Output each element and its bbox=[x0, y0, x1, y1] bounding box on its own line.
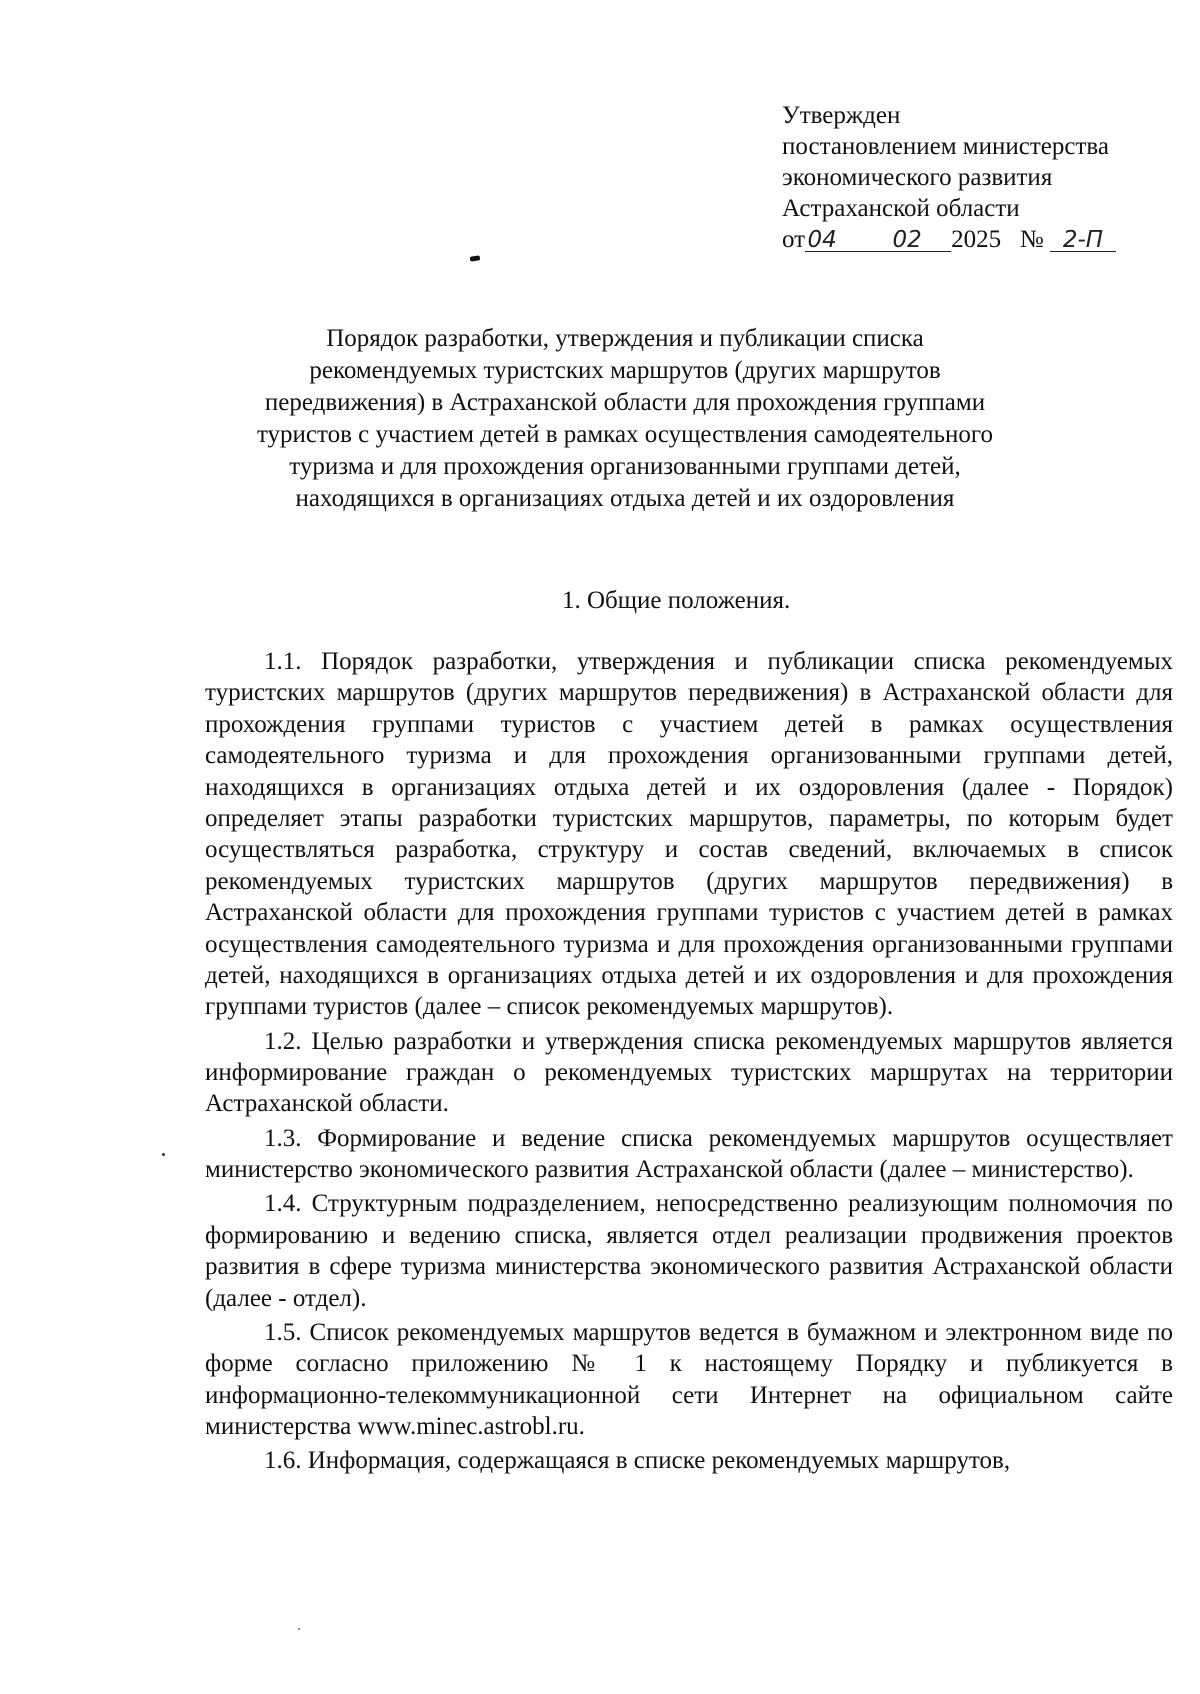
scan-dot-bottom bbox=[298, 1628, 300, 1630]
document-title bbox=[220, 323, 1030, 515]
scan-speck bbox=[470, 255, 481, 261]
paragraph-1-5: 1.5. Список рекомендуемых маршрутов ведется в бумажном и электронном виде по форме согласно приложению № 1 к настоящему Порядку и публикуется в информационно-телекоммуникационной сети Интернет на официальном сайте министерства www.minec.astrobl.ru. bbox=[205, 1318, 1173, 1440]
handwritten-day: 04 bbox=[805, 229, 839, 252]
approval-line-3: экономического развития bbox=[782, 164, 1053, 191]
paragraph-1-6: 1.6. Информация, содержащаяся в списке рекомендуемых маршрутов, bbox=[264, 1447, 1011, 1475]
approval-date-line bbox=[782, 224, 1162, 255]
title-line-6: находящихся в организациях отдыха детей и их оздоровления bbox=[295, 485, 955, 512]
number-sign: № bbox=[1019, 226, 1044, 253]
approval-stamp-block bbox=[782, 100, 1162, 255]
title-line-4: туристов с участием детей в рамках осуществления самодеятельного bbox=[256, 421, 994, 448]
paragraph-1-3: 1.3. Формирование и ведение списка рекомендуемых маршрутов осуществляет министерство экономического развития Астраханской области (далее – министерство). bbox=[205, 1124, 1173, 1184]
handwritten-month: 02 bbox=[863, 229, 951, 252]
date-year: 2025 bbox=[951, 226, 1002, 253]
scan-dot-left bbox=[162, 1153, 165, 1156]
paragraph-1-1: 1.1. Порядок разработки, утверждения и публикации списка рекомендуемых туристских маршрутов (других маршрутов передвижения) в Астраханской области для прохождения группами туристов с участием детей в рамках осуществления самодеятельного туризма и для прохождения организованными группами детей, находящихся в организациях отдыха детей и их оздоровления (далее - Порядок) определяет этапы разработки туристских маршрутов, параметры, по которым будет осуществляться разработка, структуру и состав сведений, включаемых в список рекомендуемых туристских маршрутов (других маршрутов передвижения) в Астраханской области для прохождения группами туристов с участием детей в рамках осуществления самодеятельного туризма и для прохождения организованными группами детей, находящихся в организациях отдыха детей и их оздоровления и для прохождения группами туристов (далее – список рекомендуемых маршрутов). bbox=[205, 648, 1173, 1021]
approval-line-1: Утвержден bbox=[782, 102, 901, 129]
date-underline-gap bbox=[839, 229, 863, 252]
paragraph-1-2: 1.2. Целью разработки и утверждения списка рекомендуемых маршрутов является информирование граждан о рекомендуемых туристских маршрутах на территории Астраханской области. bbox=[205, 1027, 1173, 1118]
approval-line-4: Астраханской области bbox=[782, 195, 1020, 222]
title-line-5: туризма и для прохождения организованными группами детей, bbox=[289, 453, 961, 480]
title-line-1: Порядок разработки, утверждения и публикации списка bbox=[326, 325, 924, 352]
approval-line-2: постановлением министерства bbox=[782, 133, 1109, 160]
handwritten-number: 2-П bbox=[1050, 229, 1116, 252]
paragraph-1-4: 1.4. Структурным подразделением, непосредственно реализующим полномочия по формированию и ведению списка, является отдел реализации продвижения проектов развития в сфере туризма министерства экономического развития Астраханской области (далее - отдел). bbox=[205, 1190, 1173, 1312]
section-heading: 1. Общие положения. bbox=[562, 587, 791, 614]
date-prefix: от bbox=[782, 226, 806, 253]
title-line-2: рекомендуемых туристских маршрутов (других маршрутов bbox=[309, 357, 941, 384]
body-text bbox=[205, 646, 1173, 1479]
title-line-3: передвижения) в Астраханской области для прохождения группами bbox=[264, 389, 986, 416]
